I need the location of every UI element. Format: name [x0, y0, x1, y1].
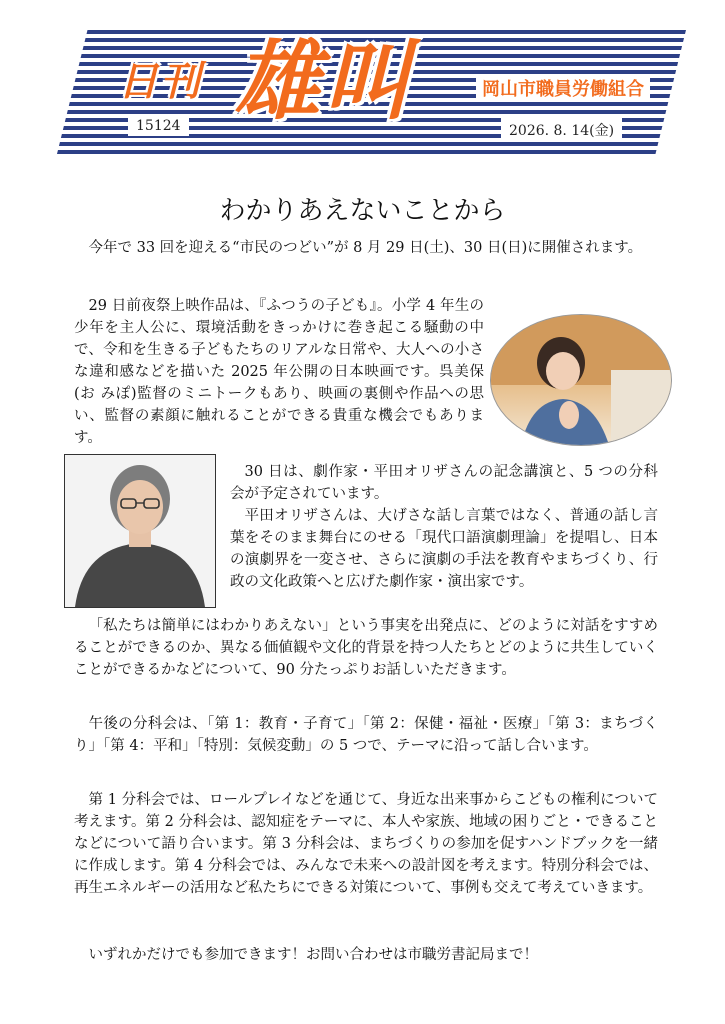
lecturer-photo — [64, 454, 216, 608]
paragraph-lecture: 「私たちは簡単にはわかりあえない」という事実を出発点に、どのように対話をすすめることができるのか、異なる価値観や文化的背景を持つ人たちとどのように共生していくことができるかなどについて、90 分たっぷりお話しいただきます。 — [74, 618, 658, 678]
issue-number: 15124 — [128, 116, 189, 136]
paragraph-session-details: 第 1 分科会では、ロールプレイなどを通じて、身近な出来事からこどもの権利について考えます。第 2 分科会は、認知症をテーマに、本人や家族、地域の困りごと・できることなどについて語り合います。第 3 分科会は、まちづくりの参加を促すハンドブックを一緒に作成します。第 4 分科会では、みんなで未来への設計図を考えます。特別分科会では、再生エネルギーの活用など私たちにできる対策について、事例も交えて考えていきます。 — [74, 792, 658, 896]
union-name: 岡山市職員労働組合 — [476, 74, 650, 102]
paragraph-day30: 30 日は、劇作家・平田オリザさんの記念講演と、5 つの分科会が予定されています。 — [230, 464, 658, 502]
paragraph-sessions: 午後の分科会は、「第 1：教育・子育て」「第 2：保健・福祉・医療」「第 3：まちづくり」「第 4：平和」「特別：気候変動」の 5 つで、テーマに沿って話し合います。 — [74, 716, 658, 754]
paragraph-closing: いずれかだけでも参加できます！お問い合わせは市職労書記局まで！ — [88, 947, 538, 963]
masthead-logo-small: 日刊 — [118, 59, 202, 105]
paragraph-intro: 今年で 33 回を迎える“市民のつどい”が 8 月 29 日(土)、30 日(日)に開催されます。 — [88, 240, 643, 256]
director-photo — [490, 314, 672, 446]
paragraph-film: 29 日前夜祭上映作品は、『ふつうの子ども』。小学 4 年生の少年を主人公に、環境活動をきっかけに巻き起こる騒動の中で、令和を生きる子どもたちのリアルな日常や、大人への小さな違和感などを描いた 2025 年公開の日本映画です。呉美保(お みぽ)監督のミニトークもあり、映画の裏側や作品への思い、監督の素顔に触れることができる貴重な機会でもあります。 — [74, 298, 484, 446]
masthead-logo-big: 雄叫 — [234, 32, 414, 132]
article-headline: わかりあえないことから — [219, 196, 506, 226]
masthead — [56, 30, 686, 158]
issue-date: 2026. 8. 14(金) — [501, 118, 622, 142]
lecturer-photo-image — [65, 455, 215, 607]
paragraph-hirata: 平田オリザさんは、大げさな話し言葉ではなく、普通の話し言葉をそのまま舞台にのせる「現代口語演劇理論」を提唱し、日本の演劇界を一変させ、さらに演劇の手法を教育やまちづくり、行政の文化政策へと広げた劇作家・演出家です。 — [230, 508, 658, 590]
director-photo-image — [491, 315, 671, 445]
